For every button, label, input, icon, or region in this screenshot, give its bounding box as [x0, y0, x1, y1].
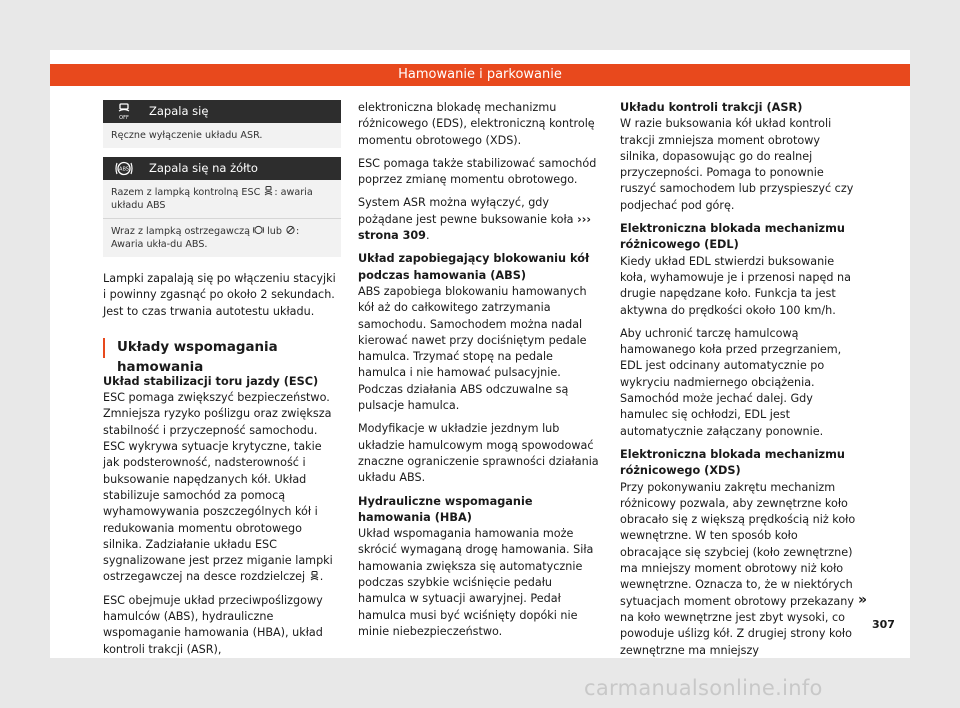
- esc-paragraph-2: ESC obejmuje układ przeciwpoślizgowy hamulców (ABS), hydrauliczne wspomaganie hamowania (HBA), układ kontroli trakcji (ASR),: [103, 593, 323, 656]
- xds-paragraph-1: Przy pokonywaniu zakrętu mechanizm różnicowy pozwala, aby zewnętrzne koło obracało się z większą prędkością niż koło wewnętrzne. W ten sposób koło obracające się szybciej (koło zewnętrzne) ma mniejszy moment obrotowy niż koło wewnętrzne. Oznacza to, że w niektórych sytuacjach moment obrotowy przekazany na koło wewnętrzne jest zbyt wysoki, co powoduje uślizg kół. Z drugiej strony koło zewnętrzne ma mniejszy: [620, 480, 856, 657]
- lamp-text-yellow-2: Wraz z lampką ostrzegawczą lub : Awaria ukła-du ABS.: [103, 218, 341, 257]
- edl-paragraph-2: Aby uchronić tarczę hamulcową hamowanego koła przed przegrzaniem, EDL jest odcinany automatycznie po wykryciu nadmiernego obciążenia. Samochód może jechać dalej. Gdy hamulec się ochłodzi, EDL jest automatycznie załączany ponownie.: [620, 326, 842, 438]
- page-reference-link[interactable]: ››› strona 309: [358, 212, 591, 243]
- esc-off-icon: [115, 103, 133, 120]
- abs-paragraph-2: Modyfikacje w układzie jezdnym lub układzie hamulcowym mogą spowodować znaczne ograniczenie sprawności działania układu ABS.: [358, 422, 599, 485]
- hba-heading: Hydrauliczne wspomaganie hamowania (HBA): [358, 494, 533, 524]
- asr-paragraph-1: W razie buksowania kół układ kontroli trakcji zmniejsza moment obrotowy silnika, dopasowując go do realnej przyczepności. Pomaga to ponownie ruszyć samochodem lub przyspieszyć czy podjechać pod górę.: [620, 117, 854, 212]
- asr-heading: Układu kontroli trakcji (ASR): [620, 101, 803, 114]
- col2-paragraph-2: ESC pomaga także stabilizować samochód poprzez zmianę momentu obrotowego.: [358, 156, 597, 187]
- lamp-text-on: Ręczne wyłączenie układu ASR.: [111, 130, 263, 141]
- abs-icon: [115, 160, 133, 177]
- abs-paragraph-1: ABS zapobiega blokowaniu hamowanych kół aż do całkowitego zatrzymania samochodu. Samochodem można nadal kierować nawet przy dociśniętym pedale hamulca. Trzymać stopę na pedale hamulca i nie hamować pulsacyjnie. Podczas działania ABS odczuwalne są pulsacje hamulca.: [358, 284, 587, 413]
- continue-mark: »: [858, 592, 868, 608]
- lamp-box-on: [103, 100, 341, 148]
- page-number: 307: [872, 618, 895, 631]
- col2-paragraph-1: elektroniczna blokadę mechanizmu różnicowego (EDS), elektroniczną kontrolę momentu obrotowego (XDS).: [358, 101, 595, 147]
- hba-paragraph-1: Układ wspomagania hamowania może skrócić wymaganą drogę hamowania. Siła hamowania zwiększa się automatycznie podczas szybkie wciśnięcie pedału hamulca w sytuacji awaryjnej. Pedał hamulca musi być wciśnięty dopóki nie minie niebezpieczeństwo.: [358, 527, 594, 638]
- brake-icon: [285, 225, 296, 235]
- edl-paragraph-1: Kiedy układ EDL stwierdzi buksowanie koła, wyhamowuje je i przenosi napęd na drugie napędzane koło. Funkcja ta jest aktywna do prędkości około 100 km/h.: [620, 254, 851, 317]
- section-title: Układy wspomagania hamowania: [103, 338, 341, 358]
- intro-text: Lampki zapalają się po włączeniu stacyjki i powinny zgasnąć po około 2 sekundach. Jest to czas trwania autotestu układu.: [103, 272, 336, 318]
- esc-heading: Układ stabilizacji toru jazdy (ESC): [103, 374, 319, 388]
- esc-icon: [309, 571, 320, 581]
- lamp-header-yellow: [103, 157, 341, 180]
- lamp-title-on: Zapala się: [149, 104, 209, 118]
- svg-text:OFF: OFF: [119, 115, 129, 120]
- lamp-box-yellow: [103, 157, 341, 257]
- abs-heading: Układ zapobiegający blokowaniu kół podczas hamowania (ABS): [358, 252, 590, 282]
- abs-icon: [253, 225, 264, 235]
- edl-heading: Elektroniczna blokada mechanizmu różnicowego (EDL): [620, 222, 845, 252]
- esc-icon: [263, 186, 274, 196]
- col2-paragraph-3: System ASR można wyłączyć, gdy pożądane jest pewne buksowanie koła ››› strona 309.: [358, 196, 591, 243]
- watermark: carmanualsonline.info: [584, 676, 823, 700]
- column-2: [358, 100, 601, 647]
- column-3: [620, 100, 856, 666]
- column-1: [103, 100, 341, 665]
- lamp-header-on: [103, 100, 341, 123]
- xds-heading: Elektroniczna blokada mechanizmu różnicowego (XDS): [620, 447, 845, 478]
- esc-paragraph-1: ESC pomaga zwiększyć bezpieczeństwo. Zmniejsza ryzyko poślizgu oraz zwiększa stabilność i przyczepność samochodu. ESC wykrywa sytuacje krytyczne, takie jak podsterowność, nadsterowność i buksowanie napędzanych kół. Układ stabilizuje samochód za pomocą wyhamowywania poszczególnych kół i redukowania momentu obrotowego silnika. Zadziałanie układu ESC sygnalizowane jest przez miganie lampki ostrzegawczej na desce rozdzielczej .: [103, 391, 333, 584]
- svg-text:ABS: ABS: [119, 166, 129, 173]
- lamp-text-yellow-1: Razem z lampką kontrolną ESC : awaria układu ABS: [111, 187, 313, 211]
- page-header: Hamowanie i parkowanie: [50, 64, 910, 86]
- lamp-title-yellow: Zapala się na żółto: [149, 161, 258, 175]
